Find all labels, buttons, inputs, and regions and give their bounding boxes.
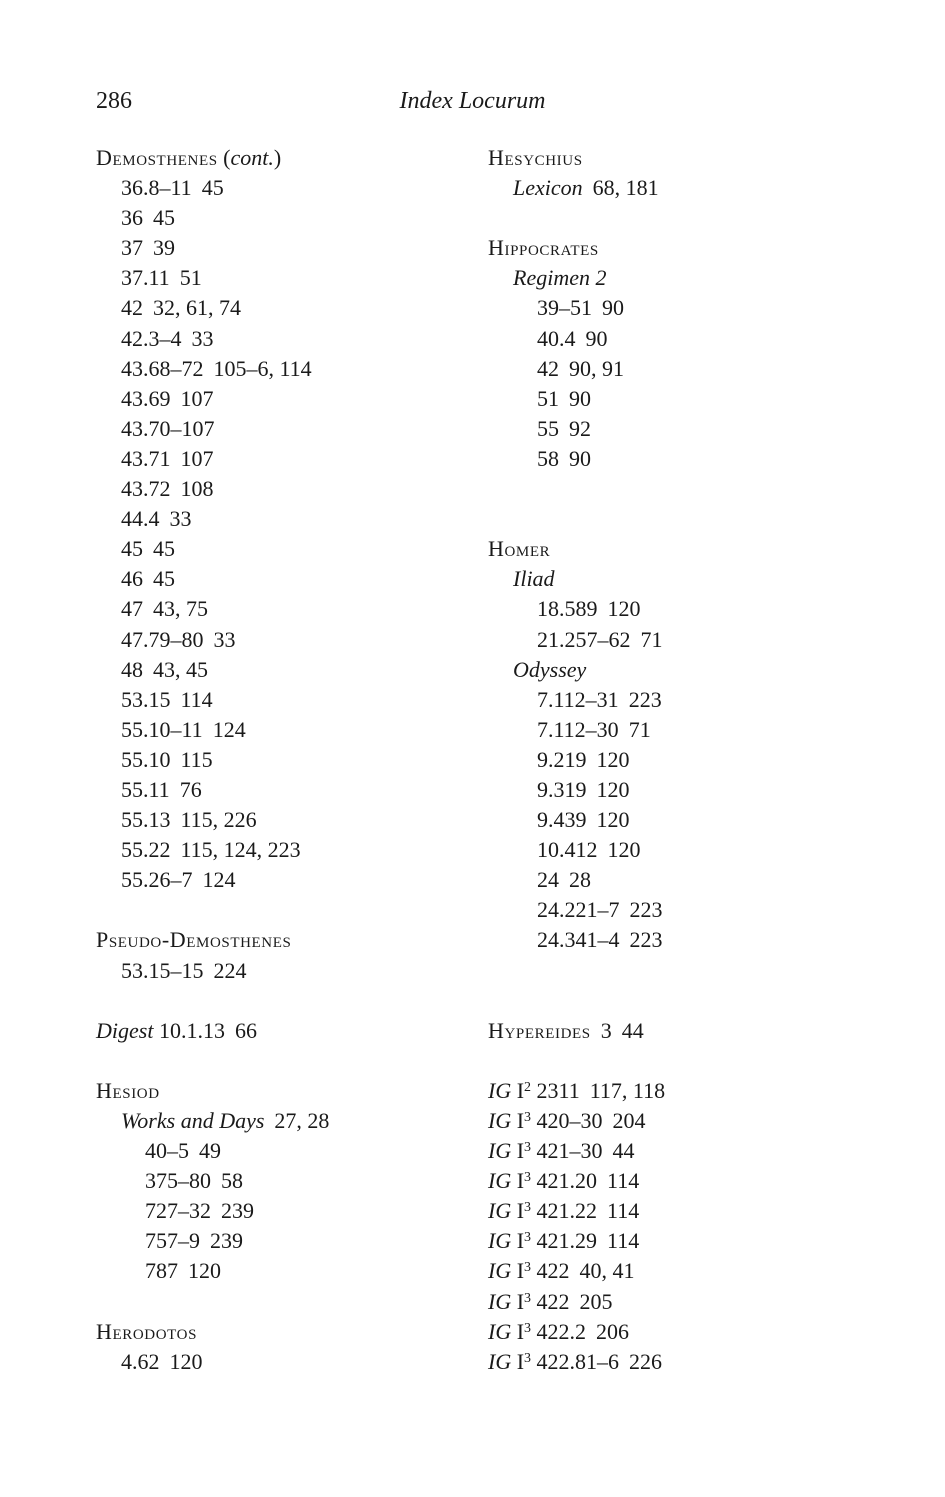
work-title: Lexicon — [513, 175, 583, 201]
corpus-volume: I — [516, 1108, 525, 1133]
page-refs: 205 — [579, 1288, 613, 1314]
locus: 55.26–7 — [121, 867, 193, 893]
page-refs: 120 — [596, 776, 630, 802]
locus: 55.13 — [121, 807, 171, 833]
index-entry — [96, 745, 476, 775]
index-entry — [488, 925, 868, 955]
author-heading — [488, 233, 868, 263]
locus: 10.1.13 — [158, 1017, 225, 1043]
locus: 47.79–80 — [121, 626, 204, 652]
locus: 422.2 — [536, 1318, 587, 1344]
page-refs: 117, 118 — [589, 1077, 666, 1103]
work-heading — [488, 263, 868, 293]
corpus-volume: I — [516, 1138, 525, 1164]
inscription-entry — [488, 1166, 868, 1196]
locus: 51 — [537, 385, 559, 411]
locus: 40.4 — [537, 325, 576, 351]
locus: 39–51 — [537, 295, 592, 321]
locus: 422 — [536, 1258, 570, 1284]
corpus-volume: I — [516, 1168, 525, 1194]
index-entry — [96, 865, 476, 895]
page-refs: 120 — [169, 1348, 203, 1374]
author-name: Pseudo-Demosthenes — [96, 927, 292, 953]
locus: 422.81–6 — [536, 1348, 620, 1374]
inscription-entry — [488, 1317, 868, 1347]
page-refs: 71 — [628, 716, 651, 742]
work-heading — [488, 173, 868, 203]
inscription-entry — [488, 1196, 868, 1226]
page-refs: 33 — [169, 506, 192, 532]
page-refs: 124 — [202, 867, 236, 893]
corpus-abbrev: IG — [488, 1258, 512, 1284]
page-refs: 120 — [596, 807, 630, 833]
corpus-abbrev: IG — [488, 1138, 512, 1164]
index-entry — [96, 655, 476, 685]
index-entry — [96, 384, 476, 414]
locus: 43.69 — [121, 385, 171, 411]
spacer — [488, 203, 868, 233]
page-refs: 32, 61, 74 — [153, 295, 241, 321]
corpus-volume: I — [516, 1258, 525, 1284]
spacer — [488, 986, 868, 1016]
page-refs: 114 — [607, 1168, 640, 1194]
page-refs: 114 — [607, 1198, 640, 1224]
index-entry — [96, 1347, 476, 1377]
locus: 24.341–4 — [537, 927, 620, 953]
work-title: Regimen 2 — [513, 265, 607, 291]
corpus-abbrev: IG — [488, 1198, 512, 1224]
edition-number: 3 — [524, 1350, 532, 1366]
page-number: 286 — [96, 88, 132, 114]
author-name: Hypereides — [488, 1017, 591, 1043]
locus: 421–30 — [536, 1138, 603, 1164]
page-refs: 71 — [640, 626, 663, 652]
locus: 53.15–15 — [121, 957, 204, 983]
locus: 43.68–72 — [121, 355, 204, 381]
index-entry — [96, 233, 476, 263]
page-refs: 115, 124, 223 — [180, 837, 301, 863]
inscription-entry — [488, 1136, 868, 1166]
locus: 45 — [121, 536, 143, 562]
index-entry — [96, 1256, 476, 1286]
locus: 42 — [537, 355, 559, 381]
index-entry — [96, 956, 476, 986]
index-entry — [488, 835, 868, 865]
page-refs: 45 — [153, 536, 175, 562]
locus: 9.439 — [537, 807, 587, 833]
page-refs: 90 — [585, 325, 608, 351]
locus: 24 — [537, 867, 559, 893]
inscription-entry — [488, 1106, 868, 1136]
author-name: Herodotos — [96, 1318, 198, 1344]
corpus-abbrev: IG — [488, 1168, 512, 1194]
page-refs: 223 — [629, 927, 663, 953]
index-entry — [488, 444, 868, 474]
inscription-entry — [488, 1347, 868, 1377]
page-refs: 120 — [188, 1258, 221, 1284]
author-heading — [96, 925, 476, 955]
locus: 2311 — [536, 1077, 580, 1103]
locus: 9.219 — [537, 746, 587, 772]
corpus-volume: I — [516, 1288, 525, 1314]
page-refs: 120 — [607, 596, 641, 622]
edition-number: 3 — [524, 1320, 532, 1336]
locus: 7.112–30 — [537, 716, 619, 742]
index-entry — [488, 293, 868, 323]
spacer — [96, 1287, 476, 1317]
locus: 55.10–11 — [121, 716, 203, 742]
locus: 422 — [536, 1288, 570, 1314]
locus: 421.20 — [536, 1168, 598, 1194]
index-entry — [488, 685, 868, 715]
corpus-volume: I — [516, 1228, 525, 1254]
locus: 42 — [121, 295, 143, 321]
corpus-volume: I — [516, 1348, 525, 1374]
author-heading — [96, 1076, 476, 1106]
index-entry — [96, 293, 476, 323]
page-refs: 90, 91 — [569, 355, 624, 381]
author-name: Demosthenes — [96, 145, 218, 170]
page-refs: 28 — [569, 867, 591, 893]
locus: 9.319 — [537, 776, 587, 802]
locus: 7.112–31 — [537, 686, 619, 712]
inscription-entry — [488, 1226, 868, 1256]
locus: 37.11 — [121, 265, 170, 291]
locus: 47 — [121, 596, 143, 622]
index-entry — [96, 1196, 476, 1226]
index-entry — [488, 625, 868, 655]
index-entry — [96, 173, 476, 203]
work-title: Odyssey — [513, 656, 587, 682]
page-refs: 224 — [213, 957, 247, 983]
locus: 24.221–7 — [537, 897, 620, 923]
locus: 55.11 — [121, 776, 170, 802]
index-entry — [96, 775, 476, 805]
page-refs: 51 — [179, 265, 202, 291]
locus: 55 — [537, 415, 559, 441]
locus: 43.70–107 — [121, 415, 215, 441]
corpus-abbrev: IG — [488, 1228, 512, 1254]
page-refs: 90 — [569, 445, 591, 471]
locus: 43.72 — [121, 476, 171, 502]
locus: 4.62 — [121, 1348, 160, 1374]
page-refs: 115, 226 — [180, 807, 257, 833]
index-entry — [96, 474, 476, 504]
locus: 18.589 — [537, 596, 598, 622]
page-refs: 223 — [628, 686, 662, 712]
edition-number: 3 — [524, 1140, 532, 1156]
locus: 44.4 — [121, 506, 160, 532]
page-refs: 115 — [180, 746, 213, 772]
corpus-volume: I — [516, 1077, 525, 1103]
author-heading: Demosthenes (cont.) — [96, 145, 282, 170]
index-entry — [96, 1226, 476, 1256]
page-refs: 124 — [212, 716, 246, 742]
author-name: Hesychius — [488, 145, 583, 170]
corpus-volume: I — [516, 1198, 525, 1224]
index-entry — [96, 594, 476, 624]
locus: 48 — [121, 656, 143, 682]
page-refs: 45 — [153, 566, 175, 592]
page-refs: 44 — [621, 1017, 644, 1043]
page-refs: 45 — [153, 205, 175, 231]
author-heading — [488, 534, 868, 564]
edition-number: 3 — [524, 1200, 532, 1216]
index-column-right — [488, 143, 868, 1377]
running-head: Index Locurum — [399, 88, 546, 114]
spacer — [488, 1046, 868, 1076]
author-heading — [96, 1317, 476, 1347]
index-entry — [488, 865, 868, 895]
index-entry — [488, 715, 868, 745]
page-refs: 206 — [596, 1318, 630, 1344]
spacer — [488, 474, 868, 504]
page-refs: 239 — [221, 1198, 254, 1224]
page-refs: 107 — [180, 385, 214, 411]
index-entry — [96, 534, 476, 564]
locus: 21.257–62 — [537, 626, 631, 652]
locus: 46 — [121, 566, 143, 592]
index-entry — [96, 263, 476, 293]
edition-number: 3 — [524, 1110, 532, 1125]
index-entry — [96, 414, 476, 444]
index-entry — [488, 324, 868, 354]
corpus-abbrev: IG — [488, 1108, 512, 1133]
inscription-entry — [488, 1287, 868, 1317]
page-refs: 105–6, 114 — [213, 355, 312, 381]
edition-number: 3 — [524, 1170, 532, 1186]
page-refs: 39 — [153, 235, 175, 261]
index-entry — [96, 444, 476, 474]
edition-number: 3 — [524, 1290, 532, 1306]
index-entry — [96, 715, 476, 745]
locus: 420–30 — [536, 1108, 603, 1133]
corpus-volume: I — [516, 1318, 525, 1344]
index-entry — [96, 564, 476, 594]
author-name: Hesiod — [96, 1077, 160, 1103]
index-entry — [488, 745, 868, 775]
index-entry — [488, 775, 868, 805]
page-refs: 114 — [180, 686, 213, 712]
page-refs: 120 — [596, 746, 630, 772]
work-heading — [488, 564, 868, 594]
index-entry — [96, 203, 476, 233]
index-entry — [488, 895, 868, 925]
corpus-abbrev: IG — [488, 1077, 512, 1103]
edition-number: 3 — [524, 1260, 532, 1276]
page-refs: 107 — [180, 445, 214, 471]
index-entry — [96, 1136, 476, 1166]
page-refs: 92 — [569, 415, 591, 441]
locus: 421.22 — [536, 1198, 598, 1224]
page-refs: 226 — [629, 1348, 663, 1374]
spacer — [488, 956, 868, 986]
index-entry — [488, 805, 868, 835]
locus: 10.412 — [537, 837, 598, 863]
page-refs: 33 — [213, 626, 236, 652]
locus: 42.3–4 — [121, 325, 182, 351]
page-refs: 120 — [607, 837, 641, 863]
spacer — [96, 1046, 476, 1076]
page-refs: 45 — [201, 175, 224, 201]
author-heading — [488, 143, 868, 173]
index-entry — [96, 805, 476, 835]
work-title: Digest — [96, 1017, 154, 1043]
page-refs: 239 — [210, 1228, 243, 1254]
locus: 375–80 — [145, 1168, 211, 1194]
page-refs: 66 — [234, 1017, 257, 1043]
spacer — [488, 504, 868, 534]
page-refs: 68, 181 — [592, 175, 659, 201]
page-refs: 49 — [199, 1138, 221, 1164]
locus: 787 — [145, 1258, 178, 1284]
page-refs: 40, 41 — [579, 1258, 635, 1284]
index-entry — [96, 504, 476, 534]
locus: 37 — [121, 235, 143, 261]
locus: 40–5 — [145, 1138, 189, 1164]
page-refs: 27, 28 — [274, 1108, 330, 1133]
author-name: Hippocrates — [488, 235, 599, 261]
work-title: Works and Days — [121, 1108, 265, 1133]
index-entry — [96, 625, 476, 655]
spacer — [96, 895, 476, 925]
index-entry — [488, 594, 868, 624]
index-entry — [96, 835, 476, 865]
page-refs: 204 — [612, 1108, 646, 1133]
work-heading — [488, 655, 868, 685]
corpus-abbrev: IG — [488, 1288, 512, 1314]
author-name: Homer — [488, 536, 551, 562]
page-refs: 223 — [629, 897, 663, 923]
corpus-abbrev: IG — [488, 1348, 512, 1374]
locus: 36.8–11 — [121, 175, 192, 201]
inscription-entry — [488, 1256, 868, 1286]
page-refs: 90 — [602, 295, 624, 321]
index-entry — [488, 354, 868, 384]
work-heading — [96, 1106, 476, 1136]
page-refs: 108 — [180, 476, 214, 502]
author-heading — [488, 1016, 868, 1046]
page-refs: 44 — [612, 1138, 635, 1164]
locus: 55.10 — [121, 746, 171, 772]
index-column-left — [96, 143, 476, 1377]
inscription-entry — [488, 1076, 868, 1106]
locus: 55.22 — [121, 837, 171, 863]
page-refs: 90 — [569, 385, 591, 411]
corpus-abbrev: IG — [488, 1318, 512, 1344]
work-title: Iliad — [513, 566, 555, 592]
page-refs: 76 — [179, 776, 202, 802]
page-refs: 43, 75 — [153, 596, 208, 622]
edition-number: 3 — [524, 1230, 532, 1246]
page-refs: 58 — [221, 1168, 243, 1194]
page-refs: 43, 45 — [153, 656, 208, 682]
index-entry — [96, 354, 476, 384]
continued-label: cont. — [230, 145, 274, 170]
index-entry — [488, 414, 868, 444]
locus: 757–9 — [145, 1228, 200, 1254]
locus: 53.15 — [121, 686, 171, 712]
locus: 3 — [600, 1017, 612, 1043]
locus: 36 — [121, 205, 143, 231]
index-entry — [96, 685, 476, 715]
work-entry — [96, 1016, 476, 1046]
index-entry — [96, 1166, 476, 1196]
locus: 43.71 — [121, 445, 171, 471]
locus: 58 — [537, 445, 559, 471]
locus: 421.29 — [536, 1228, 598, 1254]
edition-number: 2 — [524, 1079, 532, 1095]
page-refs: 33 — [191, 325, 214, 351]
page-refs: 114 — [607, 1228, 640, 1254]
locus: 727–32 — [145, 1198, 211, 1224]
spacer — [96, 986, 476, 1016]
index-entry — [96, 324, 476, 354]
index-entry — [488, 384, 868, 414]
